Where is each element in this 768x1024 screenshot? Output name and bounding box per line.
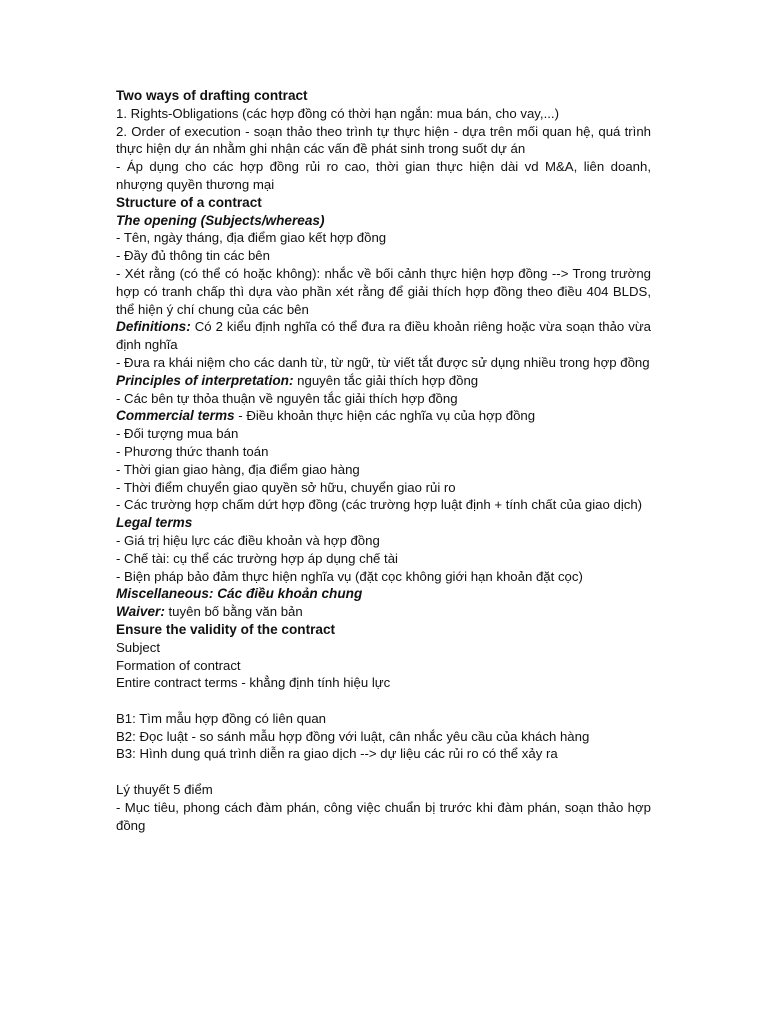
commercial-item: - Thời điểm chuyển giao quyền sở hữu, chuyển giao rủi ro xyxy=(116,479,456,495)
interpretation-paragraph xyxy=(116,372,651,390)
legal-item: - Chế tài: cụ thể các trường hợp áp dụng chế tài xyxy=(116,550,398,566)
blank-line xyxy=(116,763,651,781)
commercial-item: - Các trường hợp chấm dứt hợp đồng (các trường hợp luật định + tính chất của giao dịch) xyxy=(116,497,643,513)
validity-heading: Ensure the validity of the contract xyxy=(116,621,336,637)
theory-heading: Lý thuyết 5 điểm xyxy=(116,782,213,798)
structure-heading: Structure of a contract xyxy=(116,194,262,210)
commercial-item: - Đối tượng mua bán xyxy=(116,426,239,442)
waiver-text: tuyên bố bằng văn bản xyxy=(164,604,303,620)
document-title: Two ways of drafting contract xyxy=(116,88,308,103)
miscellaneous-heading: Miscellaneous: Các điều khoản chung xyxy=(116,586,363,602)
definitions-item: - Đưa ra khái niệm cho các danh từ, từ ngữ, từ viết tắt được sử dụng nhiều trong hợp đồng xyxy=(116,354,650,370)
way-item: 1. Rights-Obligations (các hợp đồng có thời hạn ngắn: mua bán, cho vay,...) xyxy=(116,105,559,121)
way-item: 2. Order of execution - soạn thảo theo trình tự thực hiện - dựa trên mối quan hệ, quá trình thực hiện dự án nhằm ghi nhận các vấn đề phát sinh trong suốt dự án xyxy=(116,123,651,157)
definitions-text: Có 2 kiểu định nghĩa có thể đưa ra điều khoản riêng hoặc vừa soạn thảo vừa định nghĩa xyxy=(116,319,651,353)
interpretation-item: - Các bên tự thỏa thuận về nguyên tắc giải thích hợp đồng xyxy=(116,390,458,406)
opening-heading: The opening (Subjects/whereas) xyxy=(116,212,325,228)
opening-item: - Xét rằng (có thể có hoặc không): nhắc về bối cảnh thực hiện hợp đồng --> Trong trường hợp có tranh chấp thì dựa vào phần xét rằng để giải thích hợp đồng theo điều 404 BLDS, thể hiện ý chí chung của các bên xyxy=(116,265,651,317)
interpretation-text: nguyên tắc giải thích hợp đồng xyxy=(293,372,479,388)
waiver-heading: Waiver: xyxy=(116,604,165,620)
validity-item: Subject xyxy=(116,639,160,655)
validity-item: Formation of contract xyxy=(116,657,241,673)
commercial-item: - Thời gian giao hàng, địa điểm giao hàng xyxy=(116,461,360,477)
legal-heading: Legal terms xyxy=(116,515,193,531)
legal-item: - Biện pháp bảo đảm thực hiện nghĩa vụ (đặt cọc không giới hạn khoản đặt cọc) xyxy=(116,568,583,584)
document-page xyxy=(116,87,651,834)
definitions-heading: Definitions: xyxy=(116,319,191,335)
commercial-item: - Phương thức thanh toán xyxy=(116,443,269,459)
step-item: B1: Tìm mẫu hợp đồng có liên quan xyxy=(116,710,327,726)
commercial-heading: Commercial terms xyxy=(116,408,235,424)
legal-item: - Giá trị hiệu lực các điều khoản và hợp đồng xyxy=(116,532,380,548)
theory-item: - Mục tiêu, phong cách đàm phán, công việc chuẩn bị trước khi đàm phán, soạn thảo hợp đồng xyxy=(116,799,651,833)
step-item: B2: Đọc luật - so sánh mẫu hợp đồng với luật, cân nhắc yêu cầu của khách hàng xyxy=(116,728,590,744)
opening-item: - Đầy đủ thông tin các bên xyxy=(116,248,270,264)
opening-item: - Tên, ngày tháng, địa điểm giao kết hợp đồng xyxy=(116,230,387,246)
validity-item: Entire contract terms - khẳng định tính hiệu lực xyxy=(116,675,391,691)
definitions-paragraph xyxy=(116,318,651,354)
commercial-text: - Điều khoản thực hiện các nghĩa vụ của hợp đồng xyxy=(234,408,536,424)
waiver-paragraph xyxy=(116,603,651,621)
commercial-paragraph xyxy=(116,407,651,425)
way-item: - Áp dụng cho các hợp đồng rủi ro cao, thời gian thực hiện dài vd M&A, liên doanh, nhượng quyền thương mại xyxy=(116,159,651,192)
step-item: B3: Hình dung quá trình diễn ra giao dịch --> dự liệu các rủi ro có thể xảy ra xyxy=(116,746,558,762)
blank-line xyxy=(116,692,651,710)
interpretation-heading: Principles of interpretation: xyxy=(116,372,294,388)
